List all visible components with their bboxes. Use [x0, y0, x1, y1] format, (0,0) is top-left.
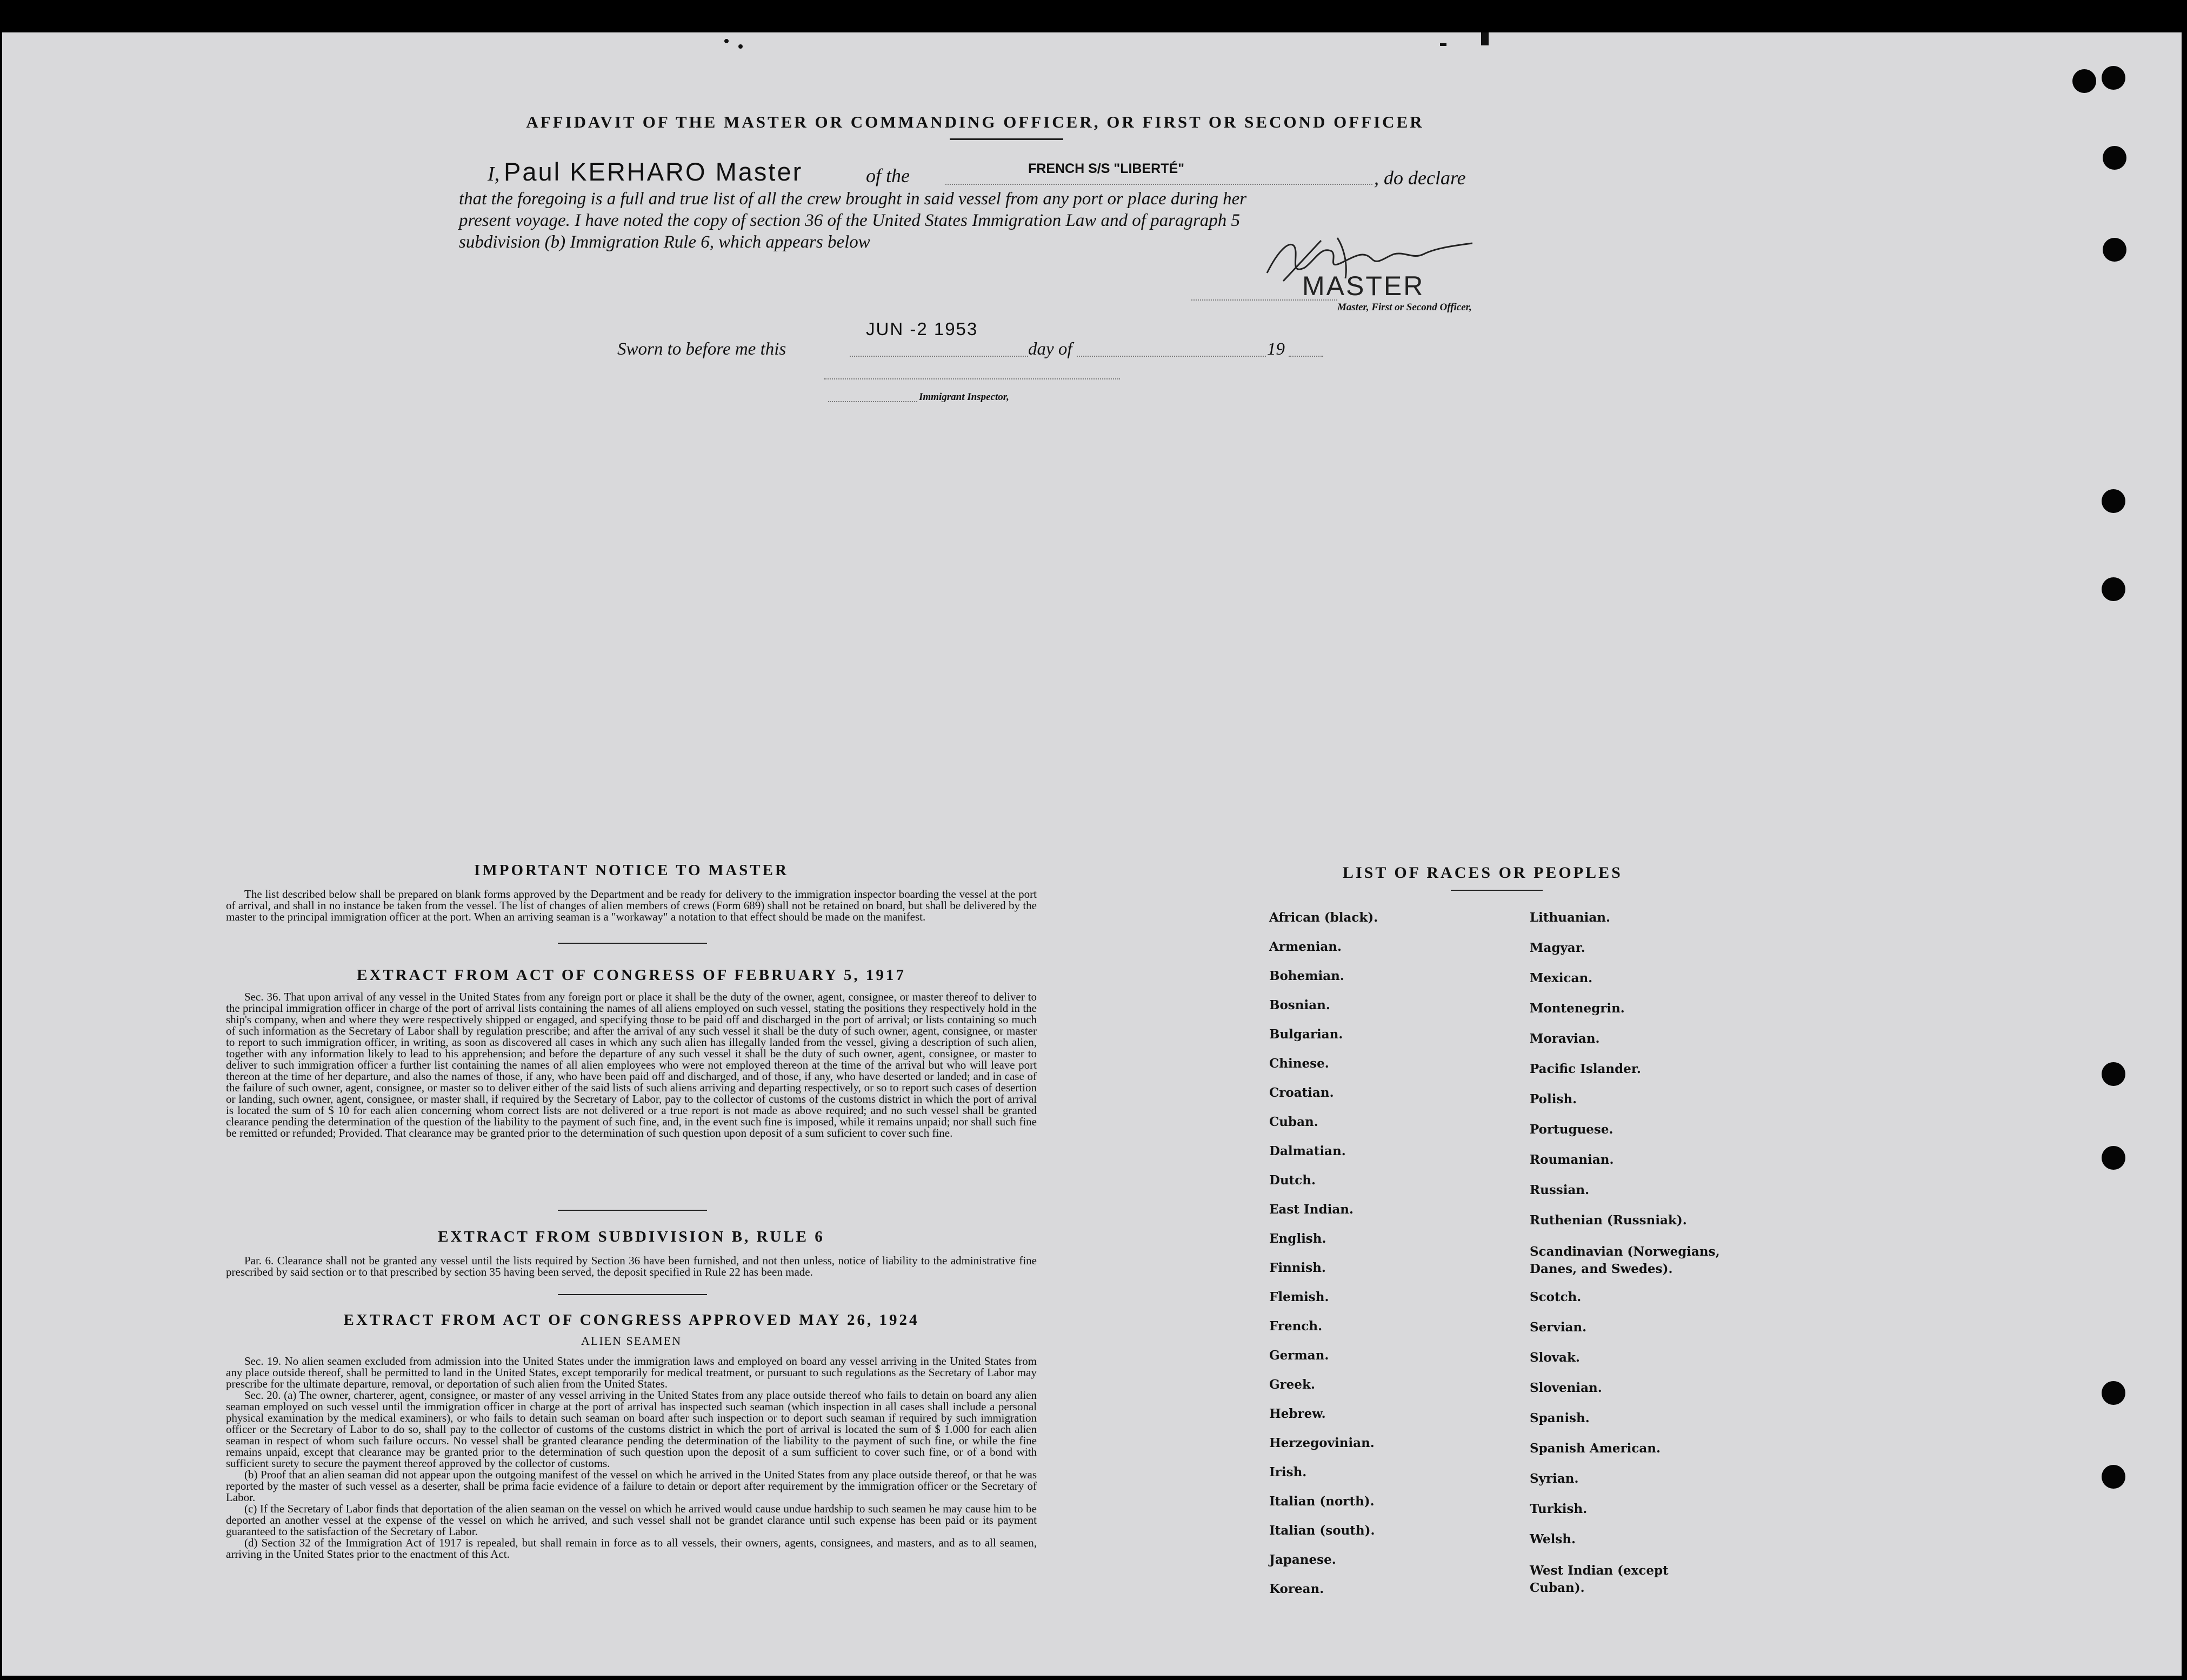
race-item: Ruthenian (Russniak). — [1530, 1213, 1687, 1228]
extract2-rule — [558, 1294, 707, 1295]
race-item: Montenegrin. — [1530, 1001, 1625, 1016]
punch-hole — [2102, 1465, 2125, 1489]
extract1-text: Sec. 36. That upon arrival of any vessel in the United States from any foreign port or place it shall be the duty of the owner, agent, consignee, or master thereof to deliver to the principal immigration officer in charge of the port of arrival lists containing the names of all aliens employed on such vessel, stating the positions they respectively hold in the ship's company, when and where they were respectively shipped or engaged, and specifying those to be paid off and discharged in the port of arrival; or lists containing so much of such information as the Secretary of Labor shall by regulation prescribe; and after the arrival of any such vessel it shall be the duty of such owner, agent, consignee, or master to report to such immigration officer, in writing, as soon as discovered all cases in which any such alien has illegally landed from the vessel, giving a description of such alien, together with any information likely to lead to his apprehension; and before the departure of any such vessel it shall be the duty of such owner, agent, consignee, or master to deliver to such immigration officer a further list containing the names of all alien employees who were not employed thereon at the time of the arrival but who will leave port thereon at the time of her departure, and also the names of those, if any, who have been paid off and discharged, and of those, if any, who have deserted or landed; and in case of the failure of such owner, agent, consignee, or master so to deliver either of the said lists of such aliens arriving and departing respectively, or so to report such cases of desertion or landing, such owner, agent, consignee, or master shall, if required by the Secretary of Labor, pay to the collector of customs of the customs district in which the port of arrival is located the sum of $ 10 for each alien concerning whom correct lists are not delivered or a true report is not made as above required; and no such vessel shall be granted clearance pending the determination of the question of the liability to the payment of such fine, and, in the event such fine is imposed, while it remains unpaid; nor shall such fine be remitted or refunded; Provided. That clearance may be granted prior to the determination of such question upon deposit of a sum suficient to cover such fine. — [226, 990, 1037, 1139]
race-item: Armenian. — [1269, 939, 1342, 954]
race-item: Scotch. — [1530, 1290, 1582, 1304]
race-item: Portuguese. — [1530, 1122, 1613, 1137]
punch-hole — [2072, 69, 2096, 93]
races-title-rule — [1451, 890, 1543, 891]
races-title: LIST OF RACES OR PEOPLES — [1343, 864, 1623, 882]
race-item: Slovenian. — [1530, 1381, 1602, 1395]
extract2-text: Par. 6. Clearance shall not be granted any vessel until the lists required by Section 36 have been furnished, and not then unless, notice of liability to the administrative fine prescribed by said section or to that prescribed by section 35 having been served, the deposit specified in Rule 22 has been made. — [226, 1254, 1037, 1278]
race-item: Scandinavian (Norwegians, Danes, and Swedes). — [1530, 1244, 1720, 1276]
punch-hole — [2102, 1381, 2125, 1405]
race-item: Turkish. — [1530, 1502, 1588, 1516]
race-item: Servian. — [1530, 1320, 1587, 1335]
extract3-subtitle: ALIEN SEAMEN — [581, 1334, 682, 1348]
extract3-para: Sec. 19. No alien seamen excluded from admission into the United States under the immigration laws and employed on board any vessel arriving in the United States from any place outside thereof, shall be permitted to land in the United States, except temporarily for medical treatment, or pursuant to such regulations as the Secretary of Labor may prescribe for the ultimate departure, removal, or deportation of such alien from the United States. — [226, 1355, 1037, 1390]
race-item: Slovak. — [1530, 1350, 1580, 1365]
month-line — [1077, 356, 1266, 357]
notice-text: The list described below shall be prepared on blank forms approved by the Department and be ready for delivery to the immigration inspector boarding the vessel at the port of arrival, and shall in no instance be taken from the vessel. The list of changes of alien members of crews (Form 689) shall not be retained on board, but shall be delivered by the master to the principal immigration officer at the port. When an arriving seaman is a "workaway" a notation to that effect should be made on the manifest. — [226, 888, 1037, 923]
race-item: Greek. — [1269, 1377, 1315, 1392]
punch-hole — [2102, 489, 2125, 513]
race-item: German. — [1269, 1348, 1329, 1363]
race-item: African (black). — [1269, 910, 1378, 925]
punch-hole — [2102, 1062, 2125, 1086]
extract2-title: EXTRACT FROM SUBDIVISION B, RULE 6 — [438, 1228, 825, 1245]
race-item: West Indian (except Cuban). — [1530, 1563, 1669, 1595]
extract3-para: (b) Proof that an alien seaman did not appear upon the outgoing manifest of the vessel on which he arrived in the United States from any place outside thereof, or that he was reported by the master of such vessel as a deserter, shall be prima facie evidence of a failure to detain or deport after requirement by the immigration officer or the Secretary of Labor. — [226, 1468, 1037, 1504]
notice-title: IMPORTANT NOTICE TO MASTER — [474, 862, 789, 879]
race-item: Spanish. — [1530, 1411, 1590, 1425]
year-line — [1289, 356, 1323, 357]
ink-speck — [1481, 32, 1489, 45]
signature-caption: Master, First or Second Officer, — [1337, 302, 1472, 313]
race-item: Dutch. — [1269, 1173, 1316, 1188]
inspector-line-top — [824, 378, 1120, 379]
day-of-label: day of — [1028, 339, 1072, 359]
race-item: Bohemian. — [1269, 969, 1344, 983]
race-item: Hebrew. — [1269, 1406, 1326, 1421]
affidavit-pronoun: I, — [488, 163, 500, 185]
of-the-label: of the — [866, 165, 910, 186]
affidavit-body-line3: subdivision (b) Immigration Rule 6, which appears below — [459, 232, 870, 252]
date-stamp: JUN -2 1953 — [866, 319, 978, 339]
race-item: Flemish. — [1269, 1290, 1329, 1304]
extract3-para: Sec. 20. (a) The owner, charterer, agent, consignee, or master of any vessel arriving in the United States from any place outside thereof who fails to detain on board any alien seaman employed on such vessel until the immigration officer in charge at the port of arrival has inspected such seaman (which inspection in all cases shall include a personal physical examination by the medical examiners), or who fails to detain such seaman on board after such inspection or to deport such seaman if required by such immigration officer or the Secretary of Labor to do so, shall pay to the collector of customs of the customs district in which the port of arrival is located the sum of $ 1.000 for each alien seaman in respect of whom such failure occurs. No vessel shall be granted clearance pending the determination of the liability to the payment of such fine, or while the fine remains unpaid, except that clearance may be granted prior to the determination of such question upon the deposit of a sum sufficient to cover such fine, or of a bond with sufficient surety to secure the payment thereof approved by the collector of customs. — [226, 1389, 1037, 1470]
race-item: Japanese. — [1269, 1552, 1336, 1567]
race-item: Italian (south). — [1269, 1523, 1375, 1538]
race-item: Dalmatian. — [1269, 1144, 1346, 1158]
extract1-rule — [558, 1210, 707, 1211]
race-item: English. — [1269, 1231, 1326, 1246]
punch-hole — [2102, 1146, 2125, 1170]
race-item: Irish. — [1269, 1465, 1307, 1479]
race-item: Lithuanian. — [1530, 910, 1610, 925]
vessel-name: FRENCH S/S "LIBERTÉ" — [1028, 161, 1185, 176]
race-item: Mexican. — [1530, 971, 1593, 985]
sworn-label: Sworn to before me this — [617, 339, 786, 359]
extract3-para: (d) Section 32 of the Immigration Act of 1917 is repealed, but shall remain in force as to all vessels, their owners, agents, consignees, and masters, and as to all seamen, arriving in the United States prior to the enactment of this Act. — [226, 1536, 1037, 1561]
document-page — [2, 32, 2182, 1676]
race-item: Chinese. — [1269, 1056, 1329, 1071]
race-item: Finnish. — [1269, 1261, 1326, 1275]
affidavit-body-line2: present voyage. I have noted the copy of section 36 of the United States Immigration Law and of paragraph 5 — [459, 211, 1241, 230]
race-item: Cuban. — [1269, 1115, 1318, 1129]
race-item: Korean. — [1269, 1582, 1324, 1596]
extract1-title: EXTRACT FROM ACT OF CONGRESS OF FEBRUARY 5, 1917 — [357, 966, 906, 984]
inspector-caption: Immigrant Inspector, — [919, 391, 1009, 403]
punch-hole — [2102, 577, 2125, 601]
race-item: Italian (north). — [1269, 1494, 1375, 1509]
race-item: Roumanian. — [1530, 1152, 1614, 1167]
extract3-title: EXTRACT FROM ACT OF CONGRESS APPROVED MAY 26, 1924 — [343, 1311, 919, 1329]
race-item: Bulgarian. — [1269, 1027, 1343, 1042]
ink-speck — [738, 44, 743, 49]
punch-hole — [2102, 66, 2125, 90]
race-item: Croatian. — [1269, 1085, 1334, 1100]
year-label: 19 — [1267, 339, 1285, 359]
vessel-line — [945, 184, 1372, 185]
race-item: Magyar. — [1530, 941, 1585, 955]
master-name: Paul KERHARO Master — [504, 157, 803, 186]
inspector-line — [828, 401, 917, 402]
race-item: Spanish American. — [1530, 1441, 1661, 1456]
signature-line — [1191, 299, 1337, 301]
title-underline — [950, 138, 1063, 140]
race-item: Syrian. — [1530, 1471, 1579, 1486]
ink-speck — [1440, 43, 1446, 46]
do-declare-label: , do declare — [1374, 167, 1466, 189]
master-stamp: MASTER — [1302, 271, 1425, 301]
race-item: Russian. — [1530, 1183, 1590, 1197]
race-item: French. — [1269, 1319, 1323, 1334]
race-item: Pacific Islander. — [1530, 1062, 1641, 1076]
affidavit-title: AFFIDAVIT OF THE MASTER OR COMMANDING OFFICER, OR FIRST OR SECOND OFFICER — [526, 112, 1424, 131]
race-item: East Indian. — [1269, 1202, 1353, 1217]
punch-hole — [2103, 146, 2126, 170]
sworn-date-line — [850, 356, 1028, 357]
race-item: Bosnian. — [1269, 998, 1330, 1012]
extract3-body — [226, 1356, 1037, 1560]
race-item: Welsh. — [1530, 1532, 1576, 1546]
extract3-para: (c) If the Secretary of Labor finds that deportation of the alien seaman on the vessel on which he arrived would cause undue hardship to such seamen he may cause him to be deported an another vessel at the expense of the vessel on which he arrived, and such vessel shall not be grandet clarance until such expense has been paid or its payment guaranteed to the satisfaction of the Secretary of Labor. — [226, 1502, 1037, 1538]
race-item: Moravian. — [1530, 1031, 1600, 1046]
race-item: Polish. — [1530, 1092, 1577, 1106]
race-item: Herzegovinian. — [1269, 1436, 1375, 1450]
punch-hole — [2103, 238, 2126, 262]
notice-rule — [558, 943, 707, 944]
affidavit-body-line1: that the foregoing is a full and true list of all the crew brought in said vessel from any port or place during her — [459, 189, 1247, 209]
ink-speck — [724, 39, 729, 43]
